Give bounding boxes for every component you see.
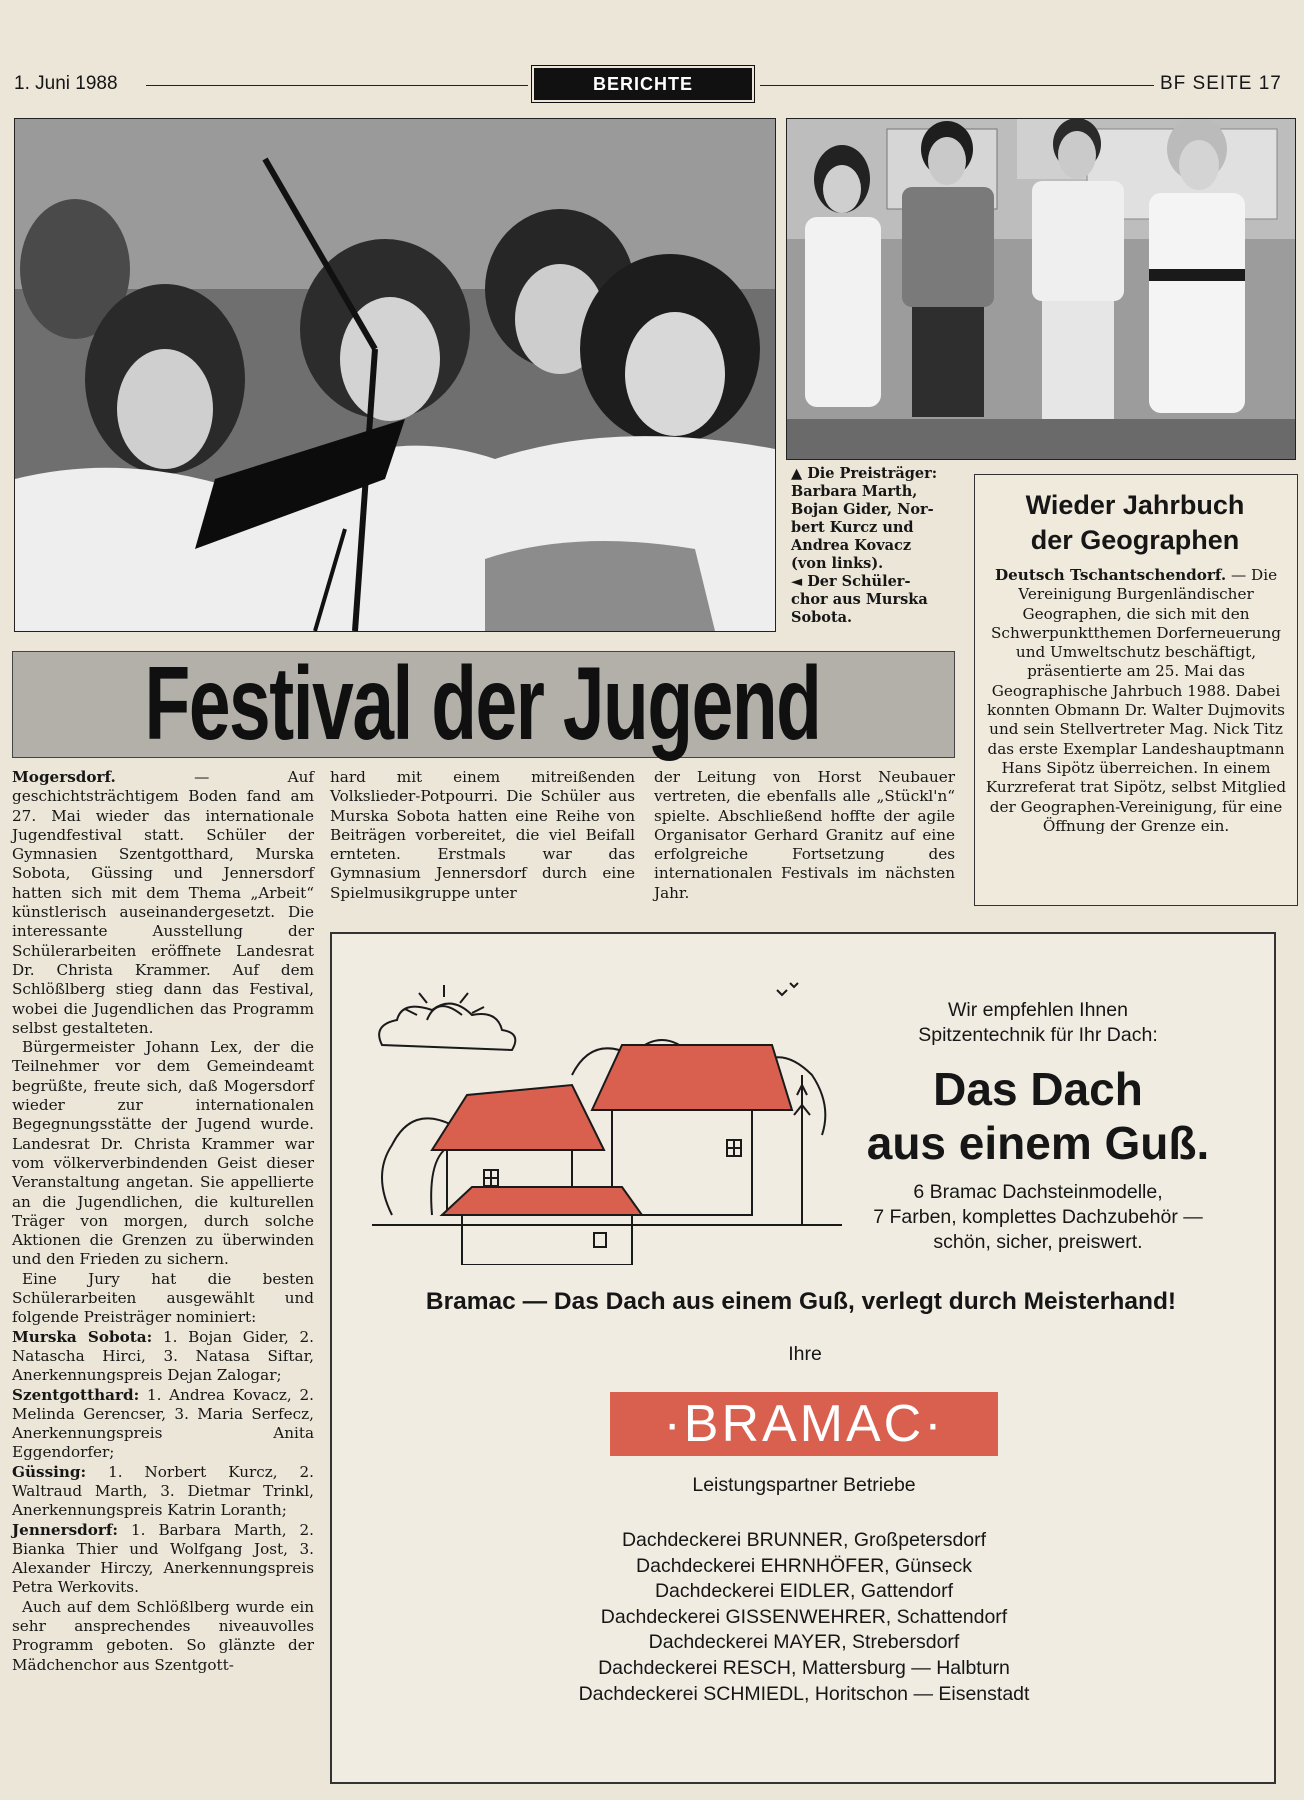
header-page-number: BF SEITE 17 <box>1160 73 1282 94</box>
article-column-2 <box>330 768 635 903</box>
article-column-1 <box>12 768 314 1675</box>
bramac-logo: ·BRAMAC· <box>610 1392 998 1456</box>
ad-detail-line: 6 Bramac Dachsteinmodelle, <box>913 1181 1163 1203</box>
winners-school-label: Murska Sobota: <box>12 1327 153 1346</box>
ad-headline-line: aus einem Guß. <box>866 1117 1210 1169</box>
winners-list: 1. Andrea Kovacz, 2. Melinda Gerencser, 3. Maria Serfecz, Anerkennungspreis Anita Eggendorfer; <box>12 1385 314 1462</box>
choir-photo <box>14 118 776 632</box>
winners-school-label: Szentgotthard: <box>12 1385 140 1404</box>
article-column-3 <box>654 768 955 903</box>
ad-intro-line: Spitzentechnik für Ihr Dach: <box>918 1024 1158 1046</box>
winners-list: 1. Barbara Marth, 2. Bianka Thier und Wolfgang Jost, 3. Alexander Hirczy, Anerkennungspreis Petra Werkovits. <box>12 1520 314 1597</box>
winners-list: 1. Norbert Kurcz, 2. Waltraud Marth, 3. Dietmar Trinkl, Anerkennungspreis Katrin Loranth; <box>12 1462 314 1520</box>
partner-item: Dachdeckerei MAYER, Strebersdorf <box>648 1631 960 1654</box>
header-rule-right <box>760 85 1154 86</box>
side-article-title <box>980 488 1290 558</box>
caption-line: Andrea Kovacz <box>791 537 912 554</box>
article-paragraph: Eine Jury hat die besten Schülerarbeiten ausgewählt und folgende Preisträger nominiert: <box>12 1269 314 1327</box>
winners-list: 1. Bojan Gider, 2. Natascha Hirci, 3. Natasa Siftar, Anerkennungspreis Dejan Zalogar; <box>12 1327 314 1385</box>
ad-headline <box>842 1062 1234 1170</box>
ad-details <box>842 1180 1234 1255</box>
ad-ihre: Ihre <box>788 1343 822 1365</box>
partner-item: Dachdeckerei EIDLER, Gattendorf <box>654 1580 954 1603</box>
partner-item: Dachdeckerei RESCH, Mattersburg — Halbturn <box>598 1656 1010 1679</box>
winners-school-label: Güssing: <box>12 1462 87 1481</box>
partner-item: Dachdeckerei BRUNNER, Großpetersdorf <box>621 1529 987 1551</box>
partner-item: Dachdeckerei SCHMIEDL, Horitschon — Eisenstadt <box>578 1682 1030 1705</box>
ad-slogan: Bramac — Das Dach aus einem Guß, verlegt durch Meisterhand! <box>425 1288 1177 1315</box>
article-paragraph: der Leitung von Horst Neubauer vertreten, die ebenfalls alle „Stückl'n“ spielte. Abschließend hoffte der agile Organisator Gerhard Granitz auf eine erfolgreiche Fortsetzung des internationalen Festivals im nächsten Jahr. <box>654 768 955 902</box>
caption-line: bert Kurcz und <box>791 519 914 536</box>
prize-winners-image <box>787 119 1295 459</box>
ad-intro <box>848 998 1228 1048</box>
caption-line: ◄ Der Schüler- <box>791 573 911 590</box>
headline: Festival der Jugend <box>144 646 821 762</box>
article-paragraph: Auch auf dem Schlößlberg wurde ein sehr ansprechendes niveauvolles Programm geboten. So glänzte der Mädchenchor aus Szentgott- <box>12 1597 314 1674</box>
article-paragraph: Bürgermeister Johann Lex, der die Teilnehmer vor dem Gemeindeamt begrüßte, freute sich, daß Mogersdorf wieder zur internationalen Begegnungsstätte der Jugend wurde. Landesrat Dr. Christa Krammer war vom völkerverbindenden Geist dieser Veranstaltung angetan. Sie appellierte an die Jugendlichen, die kulturellen Träger von morgen, durch solche Aktionen die Grenzen zu überwinden und den Frieden zu sichern. <box>12 1038 314 1269</box>
header-rule-left <box>146 85 528 86</box>
choir-photo-image <box>15 119 775 631</box>
partner-item: Dachdeckerei GISSENWEHRER, Schattendorf <box>600 1605 1008 1628</box>
roof-annex <box>442 1187 642 1215</box>
partner-item: Dachdeckerei EHRNHÖFER, Günseck <box>636 1554 972 1577</box>
partners-heading: Leistungspartner Betriebe <box>692 1474 916 1496</box>
side-article-dateline: Deutsch Tschantschendorf. <box>994 566 1227 584</box>
caption-line: (von links). <box>791 555 884 572</box>
article-dateline: Mogersdorf. <box>12 768 116 786</box>
side-title-line: Wieder Jahrbuch <box>1025 490 1245 520</box>
ad-headline-line: Das Dach <box>933 1063 1143 1115</box>
side-article-text: — Die Vereinigung Burgenländischer Geographen, die sich mit den Schwerpunktthemen Dorferneuerung und Umweltschutz beschäftigt, präsentierte am 25. Mai das Geographische Jahrbuch 1988. Dabei konnten Obmann Dr. Walter Dujmovits und sein Stellvertreter Mag. Nick Titz das erste Exemplar Landeshauptmann Hans Sipötz überreichen. In einem Kurzreferat trat Sipötz, selbst Mitglied der Geographen-Vereinigung, für eine Öffnung der Grenze ein. <box>985 566 1287 835</box>
header-date: 1. Juni 1988 <box>14 73 118 94</box>
caption-line: chor aus Murska <box>791 591 928 608</box>
house-illustration <box>372 975 842 1265</box>
article-paragraph: hard mit einem mitreißenden Volkslieder-Potpourri. Die Schüler aus Murska Sobota hatten eine Reihe von Beiträgen vorbereitet, die viel Beifall ernteten. Erstmals war das Gymnasium Jennersdorf durch eine Spielmusikgruppe unter <box>330 768 635 902</box>
roof-back <box>592 1045 792 1110</box>
partners-list <box>500 1528 1108 1707</box>
ad-intro-line: Wir empfehlen Ihnen <box>948 999 1128 1021</box>
ad-detail-line: 7 Farben, komplettes Dachzubehör — <box>873 1206 1203 1228</box>
caption-line: ▲ Die Preisträger: <box>791 465 938 482</box>
caption-line: Bojan Gider, Nor- <box>791 501 934 518</box>
side-article-body <box>984 566 1288 836</box>
ad-detail-line: schön, sicher, preiswert. <box>933 1231 1143 1253</box>
side-title-line: der Geographen <box>1030 525 1240 555</box>
photo-caption <box>791 465 971 627</box>
winners-school-label: Jennersdorf: <box>12 1520 119 1539</box>
caption-line: Barbara Marth, <box>791 483 918 500</box>
section-label: BERICHTE <box>534 68 752 100</box>
article-paragraph: — Auf geschichtsträchtigem Boden fand am 27. Mai wieder das internationale Jugendfestival statt. Schüler der Gymnasien Szentgotthard, Murska Sobota, Güssing und Jennersdorf hatten sich mit dem Thema „Arbeit“ künstlerisch auseinandergesetzt. Die interessante Ausstellung der Schülerarbeiten eröffnete Landesrat Dr. Christa Krammer. Auf dem Schlößlberg stieg dann das Festival, wobei die Jugendlichen das Programm selbst gestalteten. <box>12 768 314 1037</box>
caption-line: Sobota. <box>791 609 853 626</box>
prize-winners-photo <box>786 118 1296 460</box>
roof-front <box>432 1085 604 1150</box>
